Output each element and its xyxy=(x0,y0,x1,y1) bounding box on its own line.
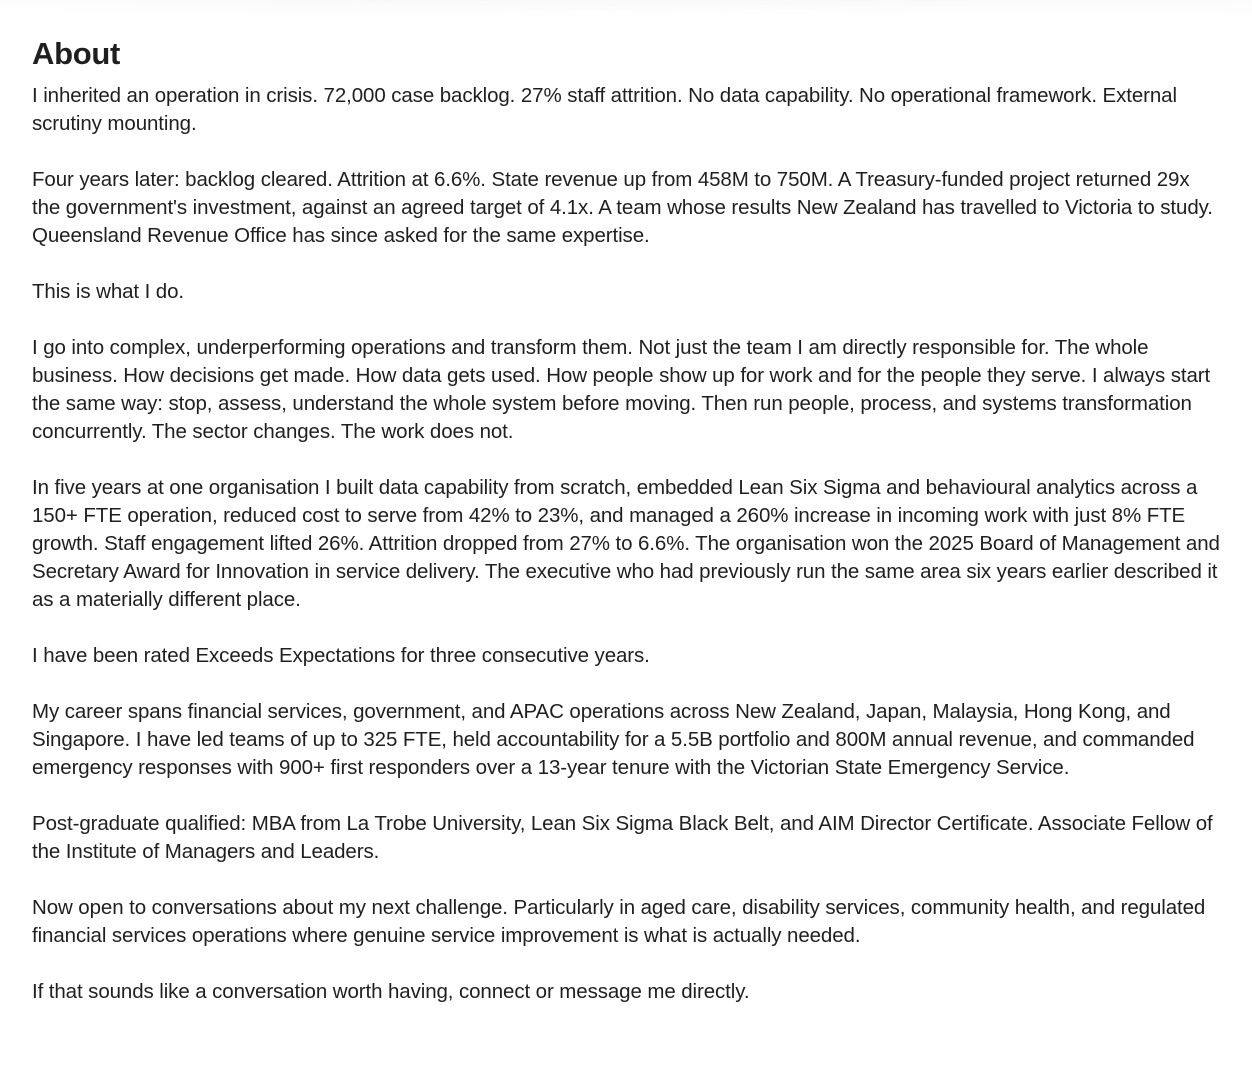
paragraph: Post-graduate qualified: MBA from La Trobe University, Lean Six Sigma Black Belt, and AIM Director Certificate. Associate Fellow of the Institute of Managers and Leaders. xyxy=(32,812,1213,863)
paragraph: My career spans financial services, government, and APAC operations across New Zealand, Japan, Malaysia, Hong Kong, and Singapore. I have led teams of up to 325 FTE, held accountability for a 5.5B portfolio and 800M annual revenue, and commanded emergency responses with 900+ first responders over a 13-year tenure with the Victorian State Emergency Service. xyxy=(32,700,1195,779)
paragraph: This is what I do. xyxy=(32,280,185,303)
paragraph: Now open to conversations about my next challenge. Particularly in aged care, disability services, community health, and regulated financial services operations where genuine service improvement is what is actually needed. xyxy=(32,896,1206,947)
header-shadow xyxy=(0,0,1252,20)
about-section xyxy=(32,34,1222,1034)
paragraph: I have been rated Exceeds Expectations for three consecutive years. xyxy=(32,644,650,667)
about-text xyxy=(32,82,1222,1006)
paragraph: Four years later: backlog cleared. Attrition at 6.6%. State revenue up from 458M to 750M. A Treasury-funded project returned 29x the government's investment, against an agreed target of 4.1x. A team whose results New Zealand has travelled to Victoria to study. Queensland Revenue Office has since asked for the same expertise. xyxy=(32,168,1213,247)
paragraph: I go into complex, underperforming operations and transform them. Not just the team I am directly responsible for. The whole business. How decisions get made. How data gets used. How people show up for work and for the people they serve. I always start the same way: stop, assess, understand the whole system before moving. Then run people, process, and systems transformation concurrently. The sector changes. The work does not. xyxy=(32,336,1211,443)
paragraph: If that sounds like a conversation worth having, connect or message me directly. xyxy=(32,980,750,1003)
section-title: About xyxy=(32,36,121,71)
paragraph: In five years at one organisation I built data capability from scratch, embedded Lean Six Sigma and behavioural analytics across a 150+ FTE operation, reduced cost to serve from 42% to 23%, and managed a 260% increase in incoming work with just 8% FTE growth. Staff engagement lifted 26%. Attrition dropped from 27% to 6.6%. The organisation won the 2025 Board of Management and Secretary Award for Innovation in service delivery. The executive who had previously run the same area six years earlier described it as a materially different place. xyxy=(32,476,1220,611)
paragraph: I inherited an operation in crisis. 72,000 case backlog. 27% staff attrition. No data capability. No operational framework. External scrutiny mounting. xyxy=(32,84,1177,135)
